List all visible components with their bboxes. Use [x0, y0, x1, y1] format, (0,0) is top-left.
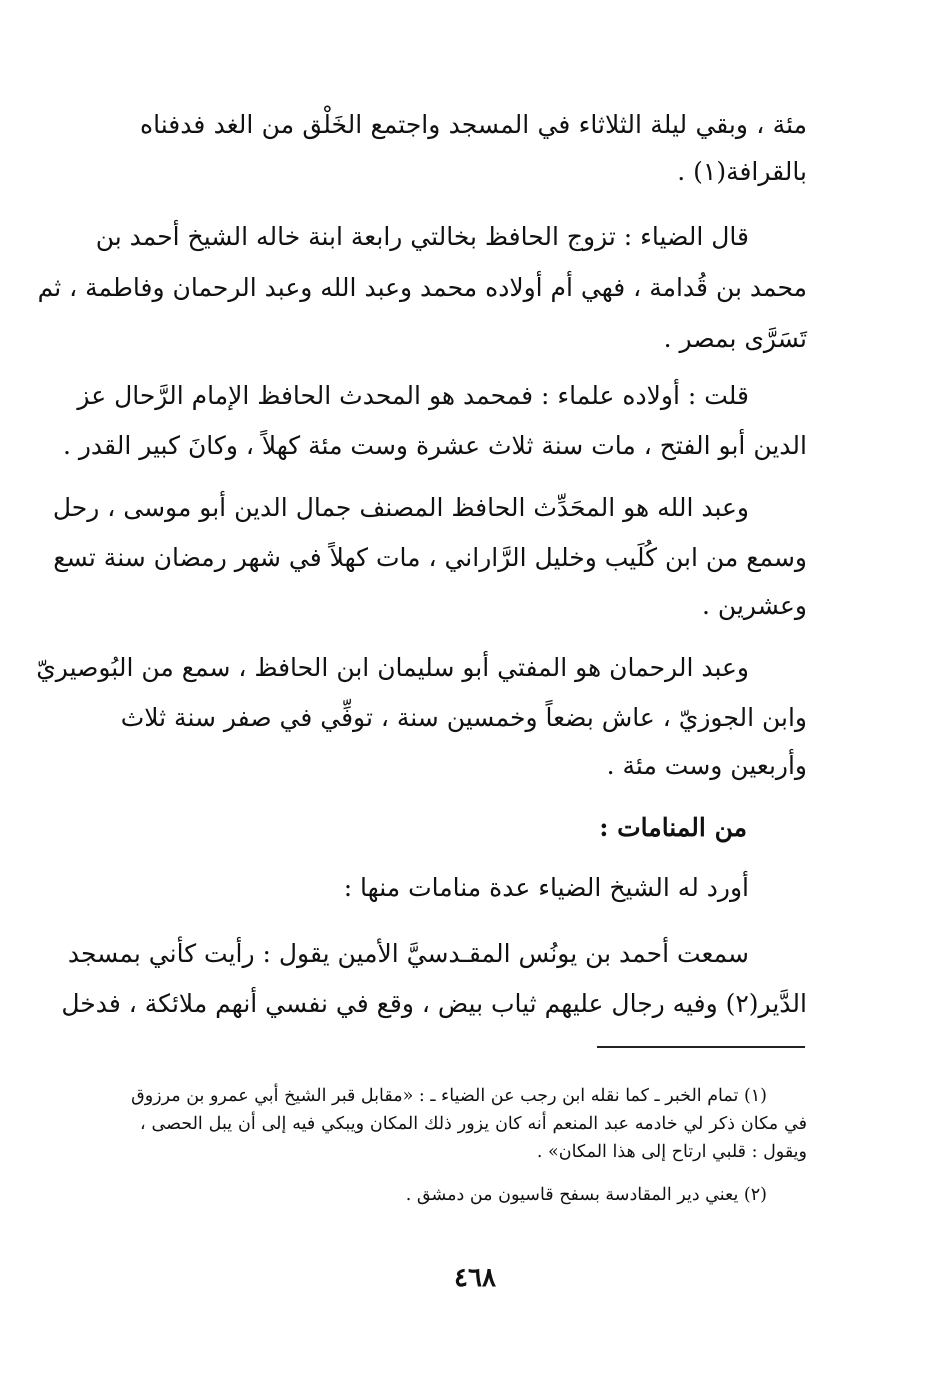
section-heading: من المنامات : — [599, 813, 747, 842]
body-line-7: الدين أبو الفتح ، مات سنة ثلاث عشرة وست مئة كهلاً ، وكانَ كبير القدر . — [62, 431, 807, 460]
footnote-line-1: (١) تمام الخبر ـ كما نقله ابن رجب عن الضياء ـ : «مقابل قبر الشيخ أبي عمرو بن مرزوق — [131, 1086, 767, 1106]
body-line-16: الدَّير(٢) وفيه رجال عليهم ثياب بيض ، وقع في نفسي أنهم ملائكة ، فدخل — [61, 989, 807, 1018]
body-line-10: وعشرين . — [702, 591, 807, 620]
body-line-13: وأربعين وست مئة . — [606, 751, 807, 780]
body-line-12: وابن الجوزيّ ، عاش بضعاً وخمسين سنة ، توفِّي في صفر سنة ثلاث — [120, 703, 807, 732]
body-line-14: أورد له الشيخ الضياء عدة منامات منها : — [343, 873, 749, 902]
footnote-line-3: ويقول : قلبي ارتاح إلى هذا المكان» . — [536, 1142, 807, 1162]
page-number: ٤٦٨ — [454, 1263, 496, 1293]
body-line-4: محمد بن قُدامة ، فهي أم أولاده محمد وعبد الله وعبد الرحمان وفاطمة ، ثم — [37, 273, 807, 302]
footnote-separator — [597, 1046, 805, 1048]
body-line-8: وعبد الله هو المحَدِّث الحافظ المصنف جمال الدين أبو موسى ، رحل — [52, 493, 749, 522]
body-line-3: قال الضياء : تزوج الحافظ بخالتي رابعة ابنة خاله الشيخ أحمد بن — [95, 222, 749, 251]
body-line-1: مئة ، وبقي ليلة الثلاثاء في المسجد واجتمع الخَلْق من الغد فدفناه — [140, 110, 807, 139]
body-line-2: بالقرافة(١) . — [677, 157, 807, 186]
footnote-line-2: في مكان ذكر لي خادمه عبد المنعم أنه كان يزور ذلك المكان ويبكي فيه إلى أن يبل الحصى ، — [140, 1114, 807, 1134]
body-line-6: قلت : أولاده علماء : فمحمد هو المحدث الحافظ الإمام الرَّحال عز — [77, 381, 749, 410]
body-line-5: تَسَرَّى بمصر . — [663, 324, 807, 353]
footnote-line-4: (٢) يعني دير المقادسة بسفح قاسيون من دمشق . — [405, 1185, 767, 1205]
body-line-11: وعبد الرحمان هو المفتي أبو سليمان ابن الحافظ ، سمع من البُوصيريّ — [36, 653, 749, 682]
body-line-15: سمعت أحمد بن يونُس المقـدسيَّ الأمين يقول : رأيت كأني بمسجد — [67, 939, 749, 968]
body-line-9: وسمع من ابن كُلَيب وخليل الرَّاراني ، مات كهلاً في شهر رمضان سنة تسع — [53, 543, 807, 572]
